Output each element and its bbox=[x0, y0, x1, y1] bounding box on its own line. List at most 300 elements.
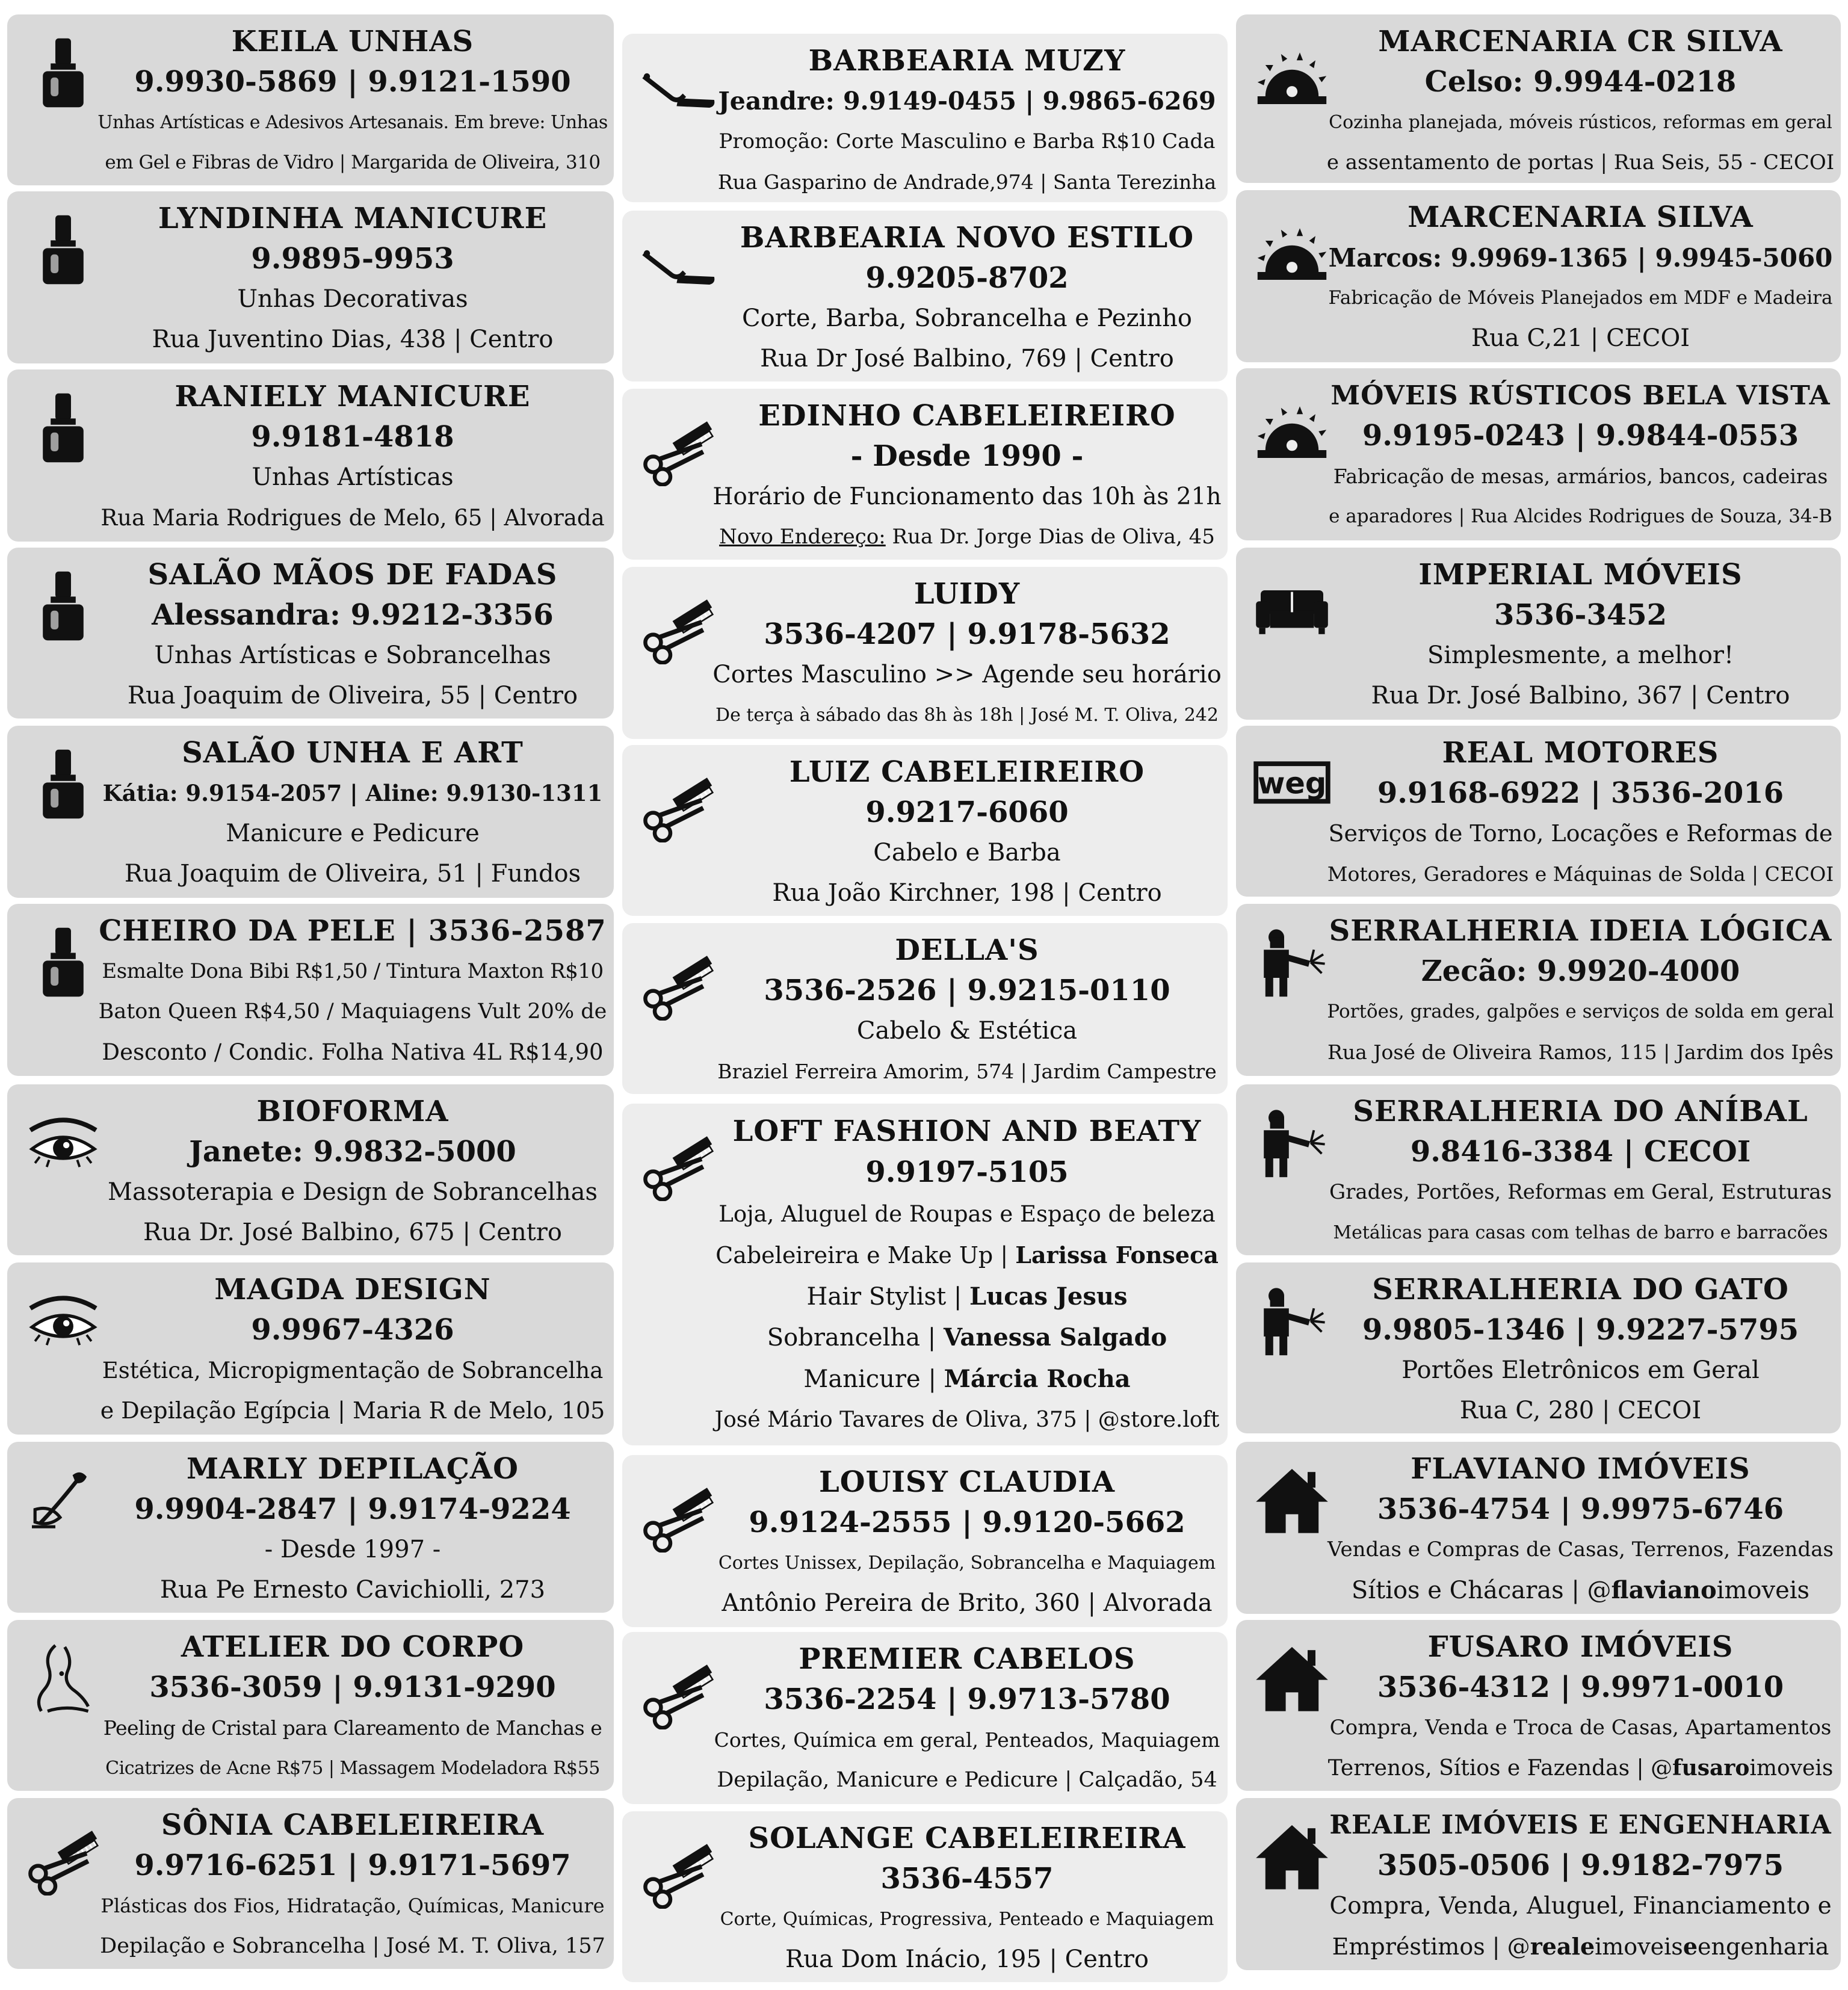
description-line bbox=[1326, 1213, 1835, 1253]
text-segment: Fabricação de Móveis Planejados em MDF e Madeira bbox=[1328, 287, 1833, 309]
text-segment: 3536-4312 | 9.9971-0010 bbox=[1377, 1670, 1784, 1704]
phone-number bbox=[97, 1846, 608, 1886]
phone-number bbox=[97, 1310, 608, 1350]
business-name bbox=[97, 733, 608, 773]
phone-number bbox=[1326, 1846, 1835, 1886]
text-segment: 9.9930-5869 | 9.9121-1590 bbox=[134, 65, 571, 99]
listing-card bbox=[1236, 368, 1841, 540]
text-segment: Cozinha planejada, móveis rústicos, reformas em geral bbox=[1329, 112, 1832, 133]
listing-body bbox=[712, 574, 1222, 735]
listing-card bbox=[1236, 14, 1841, 183]
business-name bbox=[1326, 375, 1835, 416]
welder-icon bbox=[1253, 1104, 1331, 1182]
description-line bbox=[712, 122, 1222, 162]
text-segment: Manicure e Pedicure bbox=[226, 820, 480, 847]
listing-body bbox=[97, 22, 608, 183]
phone-number bbox=[97, 1132, 608, 1172]
listing-card bbox=[1236, 1798, 1841, 1970]
description-line bbox=[712, 1720, 1222, 1760]
scissors-comb-icon bbox=[639, 1651, 717, 1729]
listing-body bbox=[712, 752, 1222, 913]
text-segment: MÓVEIS RÚSTICOS BELA VISTA bbox=[1330, 380, 1831, 411]
listing-card bbox=[7, 191, 614, 363]
description-line bbox=[712, 1760, 1222, 1800]
wax-spatula-icon bbox=[24, 1461, 102, 1539]
description-line bbox=[97, 1172, 608, 1213]
listing-card bbox=[622, 389, 1228, 560]
text-segment: RANIELY MANICURE bbox=[175, 380, 531, 413]
text-segment: 9.9716-6251 | 9.9171-5697 bbox=[134, 1849, 571, 1882]
text-segment: Marcos: 9.9969-1365 | 9.9945-5060 bbox=[1328, 243, 1833, 273]
business-name bbox=[1326, 1092, 1835, 1132]
listing-card bbox=[1236, 904, 1841, 1076]
listing-body bbox=[1326, 197, 1835, 359]
business-name bbox=[712, 752, 1222, 793]
text-segment: Peeling de Cristal para Clareamento de Manchas e bbox=[103, 1716, 602, 1740]
description-line bbox=[712, 873, 1222, 913]
description-line bbox=[97, 1391, 608, 1431]
text-segment: 9.9197-5105 bbox=[865, 1155, 1069, 1190]
text-segment: Metálicas para casas com telhas de barro e barracões bbox=[1333, 1222, 1828, 1243]
business-name bbox=[712, 396, 1222, 436]
description-line bbox=[97, 635, 608, 676]
text-segment: Lucas Jesus bbox=[969, 1282, 1128, 1311]
nail-polish-icon bbox=[24, 211, 102, 289]
text-segment: Rua José de Oliveira Ramos, 115 | Jardim dos Ipês bbox=[1327, 1040, 1834, 1064]
text-segment: Rua Maria Rodrigues de Melo, 65 | Alvorada bbox=[100, 505, 605, 531]
description-line bbox=[1326, 143, 1835, 183]
text-segment: Compra, Venda, Aluguel, Financiamento e bbox=[1329, 1893, 1832, 1920]
listing-card bbox=[622, 1455, 1228, 1627]
listing-card bbox=[1236, 1442, 1841, 1614]
business-name bbox=[97, 377, 608, 417]
text-segment: Rua Juventino Dias, 438 | Centro bbox=[152, 326, 554, 353]
text-segment: Cicatrizes de Acne R$75 | Massagem Modeladora R$55 bbox=[105, 1758, 600, 1779]
text-segment: SALÃO MÃOS DE FADAS bbox=[147, 558, 558, 592]
business-name bbox=[712, 41, 1222, 81]
text-segment: 9.9168-6922 | 3536-2016 bbox=[1377, 776, 1784, 810]
listing-body bbox=[712, 41, 1222, 202]
text-segment: Rua Dr. José Balbino, 367 | Centro bbox=[1371, 682, 1790, 709]
text-segment: e assentamento de portas | Rua Seis, 55 - CECOI bbox=[1326, 150, 1835, 175]
text-segment: Simplesmente, a melhor! bbox=[1427, 641, 1734, 669]
text-segment: LOFT FASHION AND BEATY bbox=[732, 1114, 1202, 1148]
listing-card bbox=[7, 1084, 614, 1255]
text-segment: Rua Gasparino de Andrade,974 | Santa Terezinha bbox=[717, 170, 1217, 194]
text-segment: 3536-4207 | 9.9178-5632 bbox=[764, 617, 1170, 651]
listing-body bbox=[1326, 375, 1835, 537]
business-name bbox=[97, 1092, 608, 1132]
phone-number bbox=[1326, 1489, 1835, 1530]
scissors-comb-icon bbox=[639, 586, 717, 664]
description-line bbox=[1326, 1926, 1835, 1967]
scissors-comb-icon bbox=[639, 1831, 717, 1909]
text-segment: Unhas Artísticas e Sobrancelhas bbox=[154, 641, 551, 669]
description-line bbox=[1326, 278, 1835, 318]
text-segment: FUSARO IMÓVEIS bbox=[1427, 1630, 1734, 1664]
phone-number bbox=[712, 614, 1222, 655]
description-line bbox=[1326, 1530, 1835, 1570]
text-segment: Corte, Químicas, Progressiva, Penteado e Maquiagem bbox=[720, 1909, 1214, 1930]
text-segment: DELLA'S bbox=[895, 933, 1039, 967]
description-line bbox=[97, 143, 608, 183]
phone-number bbox=[712, 1503, 1222, 1543]
text-segment: 9.9904-2847 | 9.9174-9224 bbox=[134, 1492, 571, 1526]
text-segment: LYNDINHA MANICURE bbox=[158, 202, 548, 235]
text-segment: Horário de Funcionamento das 10h às 21h bbox=[712, 483, 1222, 510]
listing-card bbox=[7, 1798, 614, 1969]
listing-body bbox=[97, 199, 608, 360]
listing-card bbox=[622, 1632, 1228, 1804]
description-line bbox=[97, 102, 608, 143]
text-segment: ATELIER DO CORPO bbox=[181, 1630, 525, 1664]
text-segment: Rua C,21 | CECOI bbox=[1471, 324, 1690, 352]
text-segment: fusaro bbox=[1672, 1755, 1750, 1781]
text-segment: SÔNIA CABELEIREIRA bbox=[161, 1808, 545, 1842]
text-segment: LOUISY CLAUDIA bbox=[819, 1465, 1115, 1499]
text-segment: 3536-3059 | 9.9131-9290 bbox=[149, 1670, 556, 1704]
scissors-comb-icon bbox=[639, 942, 717, 1021]
business-name bbox=[1326, 1805, 1835, 1846]
text-segment: CHEIRO DA PELE | 3536-2587 bbox=[99, 914, 607, 948]
description-line bbox=[97, 1748, 608, 1788]
description-line bbox=[97, 854, 608, 894]
eye-icon bbox=[24, 1104, 102, 1182]
text-segment: Corte, Barba, Sobrancelha e Pezinho bbox=[742, 304, 1192, 332]
text-segment: imoveis bbox=[1595, 1933, 1683, 1960]
listing-body bbox=[97, 377, 608, 538]
business-name bbox=[712, 1639, 1222, 1679]
text-segment: 9.9217-6060 bbox=[865, 796, 1069, 829]
listing-card bbox=[1236, 190, 1841, 362]
phone-number bbox=[97, 417, 608, 457]
text-segment: 3536-3452 bbox=[1494, 598, 1667, 632]
text-segment: Cortes, Química em geral, Penteados, Maquiagem bbox=[714, 1728, 1220, 1752]
business-name bbox=[1326, 555, 1835, 595]
phone-number bbox=[1326, 951, 1835, 992]
text-segment: Antônio Pereira de Brito, 360 | Alvorada bbox=[722, 1589, 1213, 1617]
business-name bbox=[712, 930, 1222, 971]
listing-body bbox=[1326, 1270, 1835, 1431]
phone-number bbox=[97, 1667, 608, 1708]
listing-body bbox=[97, 1449, 608, 1610]
text-segment: Loja, Aluguel de Roupas e Espaço de beleza bbox=[718, 1200, 1216, 1227]
text-segment: Alessandra: 9.9212-3356 bbox=[152, 598, 554, 632]
description-line bbox=[712, 1543, 1222, 1583]
description-line bbox=[712, 695, 1222, 735]
description-line bbox=[97, 814, 608, 854]
text-segment: Jeandre: 9.9149-0455 | 9.9865-6269 bbox=[718, 87, 1216, 116]
text-segment: Rua Dr. José Balbino, 675 | Centro bbox=[143, 1219, 562, 1246]
listing-card bbox=[7, 548, 614, 718]
business-name bbox=[712, 574, 1222, 614]
text-segment: flaviano bbox=[1611, 1576, 1717, 1604]
eye-icon bbox=[24, 1282, 102, 1360]
scissors-comb-icon bbox=[639, 1123, 717, 1201]
listing-card bbox=[622, 745, 1228, 916]
text-segment: reale bbox=[1530, 1933, 1595, 1960]
listing-body bbox=[97, 1092, 608, 1253]
description-line bbox=[712, 1899, 1222, 1939]
listing-body bbox=[712, 396, 1222, 557]
business-name bbox=[712, 1111, 1222, 1152]
text-segment: Grades, Portões, Reformas em Geral, Estruturas bbox=[1329, 1180, 1832, 1204]
description-line bbox=[1326, 1172, 1835, 1213]
text-segment: Rua Joaquim de Oliveira, 55 | Centro bbox=[127, 682, 578, 709]
text-segment: Vendas e Compras de Casas, Terrenos, Fazendas bbox=[1327, 1537, 1834, 1562]
text-segment: Unhas Artísticas e Adesivos Artesanais. Em breve: Unhas bbox=[97, 112, 608, 133]
listing-card bbox=[622, 1811, 1228, 1982]
description-line bbox=[712, 1011, 1222, 1051]
text-segment: 9.9967-4326 bbox=[251, 1313, 454, 1347]
scissors-comb-icon bbox=[24, 1817, 102, 1896]
phone-number bbox=[1326, 62, 1835, 102]
text-segment: - Desde 1990 - bbox=[850, 439, 1084, 473]
phone-number bbox=[1326, 1667, 1835, 1708]
description-line bbox=[1326, 456, 1835, 496]
text-segment: - Desde 1997 - bbox=[264, 1536, 441, 1563]
text-segment: Cabelo e Barba bbox=[873, 839, 1061, 867]
text-segment: Plásticas dos Fios, Hidratação, Químicas, Manicure bbox=[100, 1894, 605, 1917]
description-line bbox=[712, 1051, 1222, 1092]
text-segment: Celso: 9.9944-0218 bbox=[1424, 65, 1737, 99]
text-segment: Fabricação de mesas, armários, bancos, cadeiras bbox=[1333, 465, 1828, 488]
description-line bbox=[712, 1194, 1222, 1234]
listing-body bbox=[97, 1627, 608, 1788]
listing-body bbox=[712, 1462, 1222, 1624]
listing-body bbox=[1326, 1092, 1835, 1253]
text-segment: MARCENARIA SILVA bbox=[1408, 200, 1754, 234]
listing-body bbox=[712, 1639, 1222, 1800]
phone-number bbox=[712, 793, 1222, 833]
description-line bbox=[1326, 1570, 1835, 1610]
text-segment: 3536-2526 | 9.9215-0110 bbox=[764, 974, 1170, 1007]
text-segment: Esmalte Dona Bibi R$1,50 / Tintura Maxton R$10 bbox=[102, 959, 604, 983]
nail-polish-icon bbox=[24, 567, 102, 645]
phone-number bbox=[1326, 595, 1835, 635]
text-segment: 3536-2254 | 9.9713-5780 bbox=[764, 1683, 1170, 1716]
listing-body bbox=[1326, 22, 1835, 183]
description-line bbox=[712, 833, 1222, 873]
text-segment: Estética, Micropigmentação de Sobrancelha bbox=[102, 1358, 604, 1383]
business-name bbox=[712, 1819, 1222, 1859]
text-segment: Márcia Rocha bbox=[944, 1364, 1131, 1393]
business-name bbox=[1326, 1270, 1835, 1310]
text-segment: IMPERIAL MÓVEIS bbox=[1418, 558, 1743, 592]
business-name bbox=[1326, 1627, 1835, 1667]
text-segment: Larissa Fonseca bbox=[1015, 1241, 1219, 1269]
description-line bbox=[97, 951, 608, 992]
listing-body bbox=[1326, 1805, 1835, 1967]
text-segment: Unhas Decorativas bbox=[237, 285, 468, 313]
description-line bbox=[1326, 1748, 1835, 1788]
text-segment: BIOFORMA bbox=[256, 1095, 449, 1128]
business-name bbox=[97, 1805, 608, 1846]
description-line bbox=[97, 1926, 608, 1967]
listing-body bbox=[97, 733, 608, 894]
text-segment: KEILA UNHAS bbox=[231, 25, 474, 58]
text-segment: Vanessa Salgado bbox=[943, 1323, 1167, 1352]
text-segment: Rua Dr. Jorge Dias de Oliva, 45 bbox=[885, 525, 1215, 549]
listing-card bbox=[7, 369, 614, 542]
listing-body bbox=[1326, 555, 1835, 716]
description-line bbox=[1326, 854, 1835, 894]
text-segment: FLAVIANO IMÓVEIS bbox=[1411, 1452, 1751, 1486]
saw-blade-icon bbox=[1253, 209, 1331, 288]
phone-number bbox=[97, 1489, 608, 1530]
listing-card bbox=[1236, 1620, 1841, 1791]
phone-number bbox=[97, 773, 608, 814]
description-line bbox=[97, 1708, 608, 1748]
business-name bbox=[97, 1627, 608, 1667]
description-line bbox=[1326, 814, 1835, 854]
phone-number bbox=[97, 239, 608, 279]
logo-text: weg bbox=[1257, 765, 1327, 801]
nail-polish-icon bbox=[24, 389, 102, 467]
phone-number bbox=[712, 971, 1222, 1011]
description-line bbox=[1326, 1708, 1835, 1748]
text-segment: Compra, Venda e Troca de Casas, Apartamentos bbox=[1329, 1716, 1832, 1740]
phone-number bbox=[712, 1152, 1222, 1193]
text-segment: Sítios e Chácaras | @ bbox=[1351, 1577, 1612, 1604]
text-segment: 9.9805-1346 | 9.9227-5795 bbox=[1362, 1313, 1799, 1347]
description-line bbox=[712, 162, 1222, 202]
description-line bbox=[1326, 676, 1835, 716]
house-icon bbox=[1253, 1817, 1331, 1896]
listing-card bbox=[1236, 726, 1841, 897]
text-segment: MAGDA DESIGN bbox=[214, 1273, 491, 1306]
text-segment: BARBEARIA MUZY bbox=[808, 44, 1126, 78]
text-segment: Kátia: 9.9154-2057 | Aline: 9.9130-1311 bbox=[102, 780, 603, 806]
text-segment: Braziel Ferreira Amorim, 574 | Jardim Campestre bbox=[717, 1060, 1217, 1083]
razor-icon bbox=[639, 53, 717, 131]
text-segment: Cabeleireira e Make Up | bbox=[715, 1242, 1016, 1269]
text-segment: 9.9195-0243 | 9.9844-0553 bbox=[1362, 419, 1799, 453]
nail-polish-icon bbox=[24, 923, 102, 1001]
description-line bbox=[712, 1317, 1222, 1358]
text-segment: MARCENARIA CR SILVA bbox=[1378, 25, 1783, 58]
text-segment: SERRALHERIA DO ANÍBAL bbox=[1353, 1095, 1808, 1128]
text-segment: Rua Joaquim de Oliveira, 51 | Fundos bbox=[124, 860, 581, 888]
description-line bbox=[97, 320, 608, 360]
saw-blade-icon bbox=[1253, 34, 1331, 112]
text-segment: Novo Endereço: bbox=[719, 525, 886, 549]
listing-card bbox=[622, 567, 1228, 739]
description-line bbox=[1326, 992, 1835, 1032]
listing-body bbox=[97, 1805, 608, 1967]
text-segment: imoveis bbox=[1716, 1577, 1810, 1604]
phone-number bbox=[712, 1859, 1222, 1899]
text-segment: Empréstimos | @ bbox=[1332, 1933, 1530, 1960]
text-segment: SOLANGE CABELEIREIRA bbox=[748, 1822, 1186, 1855]
listing-card bbox=[7, 726, 614, 898]
text-segment: Cortes Unissex, Depilação, Sobrancelha e Maquiagem bbox=[718, 1553, 1216, 1574]
text-segment: Rua C, 280 | CECOI bbox=[1459, 1397, 1702, 1424]
text-segment: LUIZ CABELEIREIRO bbox=[789, 755, 1145, 789]
text-segment: Sobrancelha | bbox=[767, 1324, 944, 1352]
business-name bbox=[97, 1270, 608, 1310]
listing-body bbox=[712, 1819, 1222, 1980]
phone-number bbox=[712, 436, 1222, 477]
phone-number bbox=[1326, 416, 1835, 456]
description-line bbox=[97, 1032, 608, 1072]
text-segment: Janete: 9.9832-5000 bbox=[189, 1135, 516, 1169]
scissors-comb-icon bbox=[639, 764, 717, 842]
text-segment: REALE IMÓVEIS E ENGENHARIA bbox=[1329, 1810, 1832, 1840]
text-segment: 9.9205-8702 bbox=[865, 261, 1069, 295]
text-segment: imoveis bbox=[1749, 1756, 1834, 1781]
listing-card bbox=[1236, 548, 1841, 720]
description-line bbox=[97, 1886, 608, 1926]
listing-body bbox=[1326, 733, 1835, 894]
text-segment: em Gel e Fibras de Vidro | Margarida de Oliveira, 310 bbox=[105, 152, 601, 173]
text-segment: Rua João Kirchner, 198 | Centro bbox=[772, 879, 1162, 907]
text-segment: Portões Eletrônicos em Geral bbox=[1401, 1356, 1760, 1384]
listing-card bbox=[622, 1104, 1228, 1445]
business-name bbox=[1326, 733, 1835, 773]
description-line bbox=[712, 1939, 1222, 1980]
description-line bbox=[1326, 1391, 1835, 1431]
text-segment: Massoterapia e Design de Sobrancelhas bbox=[108, 1178, 598, 1206]
description-line bbox=[712, 1276, 1222, 1317]
business-name bbox=[1326, 911, 1835, 951]
listing-card bbox=[622, 923, 1228, 1094]
listing-card bbox=[1236, 1262, 1841, 1433]
text-segment: Rua Pe Ernesto Cavichiolli, 273 bbox=[159, 1576, 546, 1604]
description-line bbox=[712, 1235, 1222, 1275]
text-segment: Serviços de Torno, Locações e Reformas de bbox=[1328, 820, 1833, 847]
text-segment: SERRALHERIA DO GATO bbox=[1372, 1273, 1789, 1306]
description-line bbox=[97, 1530, 608, 1570]
description-line bbox=[712, 517, 1222, 557]
business-name bbox=[97, 22, 608, 62]
listing-card bbox=[7, 1262, 614, 1435]
text-segment: Cabelo & Estética bbox=[856, 1017, 1078, 1045]
phone-number bbox=[97, 595, 608, 635]
text-segment: e aparadores | Rua Alcides Rodrigues de Souza, 34-B bbox=[1329, 505, 1832, 527]
house-icon bbox=[1253, 1639, 1331, 1717]
description-line bbox=[1326, 102, 1835, 143]
description-line bbox=[97, 498, 608, 538]
scissors-comb-icon bbox=[639, 408, 717, 486]
text-segment: Unhas Artísticas bbox=[252, 463, 454, 491]
saw-blade-icon bbox=[1253, 388, 1331, 466]
text-segment: Manicure | bbox=[803, 1365, 944, 1393]
description-line bbox=[712, 477, 1222, 517]
business-name bbox=[1326, 197, 1835, 238]
text-segment: SALÃO UNHA E ART bbox=[182, 736, 524, 770]
business-name bbox=[97, 555, 608, 595]
listing-body bbox=[97, 1270, 608, 1431]
text-segment: LUIDY bbox=[913, 577, 1021, 611]
listing-card bbox=[7, 1620, 614, 1791]
text-segment: engenharia bbox=[1698, 1933, 1829, 1960]
text-segment: Baton Queen R$4,50 / Maquiagens Vult 20% de bbox=[98, 1000, 607, 1024]
sofa-icon bbox=[1253, 567, 1331, 645]
text-segment: Depilação e Sobrancelha | José M. T. Oliva, 157 bbox=[100, 1934, 605, 1958]
description-line bbox=[97, 457, 608, 498]
text-segment: REAL MOTORES bbox=[1442, 736, 1719, 770]
phone-number bbox=[712, 1679, 1222, 1720]
welder-icon bbox=[1253, 923, 1331, 1001]
listing-body bbox=[712, 930, 1222, 1092]
business-name bbox=[1326, 1449, 1835, 1489]
text-segment: Motores, Geradores e Máquinas de Solda | CECOI bbox=[1327, 862, 1834, 886]
text-segment: MARLY DEPILAÇÃO bbox=[187, 1452, 519, 1486]
description-line bbox=[1326, 1032, 1835, 1072]
listing-card bbox=[7, 14, 614, 185]
text-segment: EDINHO CABELEIREIRO bbox=[758, 399, 1176, 433]
